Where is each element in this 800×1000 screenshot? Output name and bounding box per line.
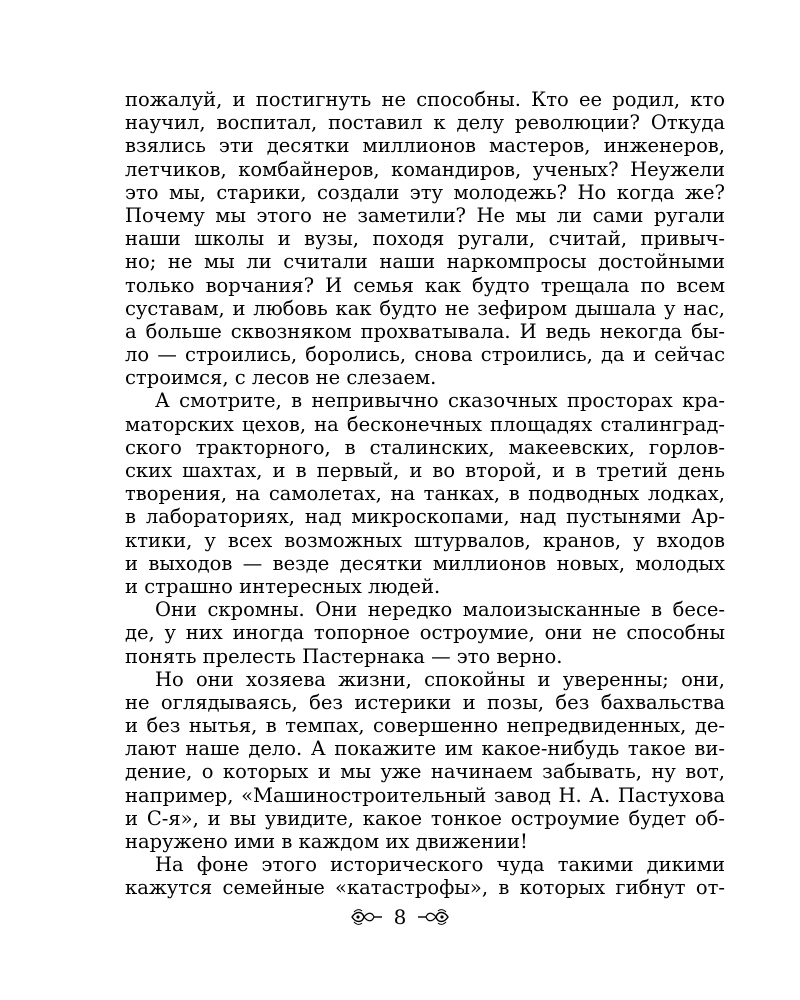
text-line: понять прелесть Пастернака — это верно. [125, 644, 563, 668]
text-line: маторских цехов, на бесконечных площадях сталинград- [125, 412, 725, 436]
text-line: это мы, старики, создали эту молодежь? Но когда же? [125, 180, 725, 204]
text-line: и С-я», и вы увидите, какое тонкое остроумие будет об- [125, 806, 725, 830]
text-line: наши школы и вузы, походя ругали, считай, привыч- [125, 227, 725, 251]
page-number: 8 [393, 905, 407, 929]
text-line: строимся, с лесов не слезаем. [125, 366, 437, 390]
text-line: де, у них иногда топорное остроумие, они не способны [125, 621, 725, 645]
page-text [125, 88, 725, 900]
text-line: ктики, у всех возможных штурвалов, кранов, у входов [125, 528, 725, 552]
text-line: ских шахтах, и в первый, и во второй, и в третий день [125, 459, 725, 482]
text-line: ло — строились, боролись, снова строились, да и сейчас [125, 343, 725, 367]
text-line: На фоне этого исторического чуда такими дикими [155, 853, 725, 877]
text-line: но; не мы ли считали наши наркомпросы достойными [125, 250, 725, 274]
ornament-left-icon [350, 908, 384, 926]
text-line: Но они хозяева жизни, спокойны и уверенны; они, [155, 667, 725, 691]
text-line: Почему мы этого не заметили? Не мы ли сами ругали [125, 203, 725, 227]
text-line: наружено ими в каждом их движении! [125, 830, 528, 853]
text-line: ского тракторного, в сталинских, макеевских, горлов- [125, 435, 725, 459]
text-line: и выходов — везде десятки миллионов новых, молодых [125, 551, 725, 575]
text-line: например, «Машиностроительный завод Н. А. Пастухова [125, 783, 725, 807]
ornament-right-icon [416, 908, 450, 926]
text-line: кажутся семейные «катастрофы», в которых гибнут от- [125, 876, 725, 900]
text-line: летчиков, комбайнеров, командиров, ученых? Неужели [125, 157, 725, 181]
text-line: пожалуй, и постигнуть не способны. Кто ее родил, кто [125, 88, 725, 111]
text-line: суставам, и любовь как будто не зефиром дышала у нас, [125, 296, 725, 320]
text-line: лают наше дело. А покажите им какое-нибудь такое ви- [125, 737, 725, 761]
text-line: А смотрите, в непривычно сказочных просторах кра- [155, 389, 725, 413]
text-line: не оглядываясь, без истерики и позы, без бахвальства [125, 690, 725, 714]
text-line: в лабораториях, над микроскопами, над пустынями Ар- [125, 505, 725, 529]
text-line: а больше сквозняком прохватывала. И ведь некогда бы- [125, 319, 725, 343]
text-line: только ворчания? И семья как будто трещала по всем [125, 273, 725, 297]
text-line: творения, на самолетах, на танках, в подводных лодках, [125, 482, 725, 506]
text-line: научил, воспитал, поставил к делу революции? Откуда [125, 111, 725, 135]
page-footer [0, 905, 800, 929]
text-line: Они скромны. Они нередко малоизысканные в бесе- [155, 598, 725, 622]
text-line: и без нытья, в темпах, совершенно непредвиденных, де- [125, 714, 725, 738]
text-line: дение, о которых и мы уже начинаем забывать, ну вот, [125, 760, 725, 784]
text-line: взялись эти десятки миллионов мастеров, инженеров, [125, 134, 725, 158]
text-line: и страшно интересных людей. [125, 574, 441, 598]
